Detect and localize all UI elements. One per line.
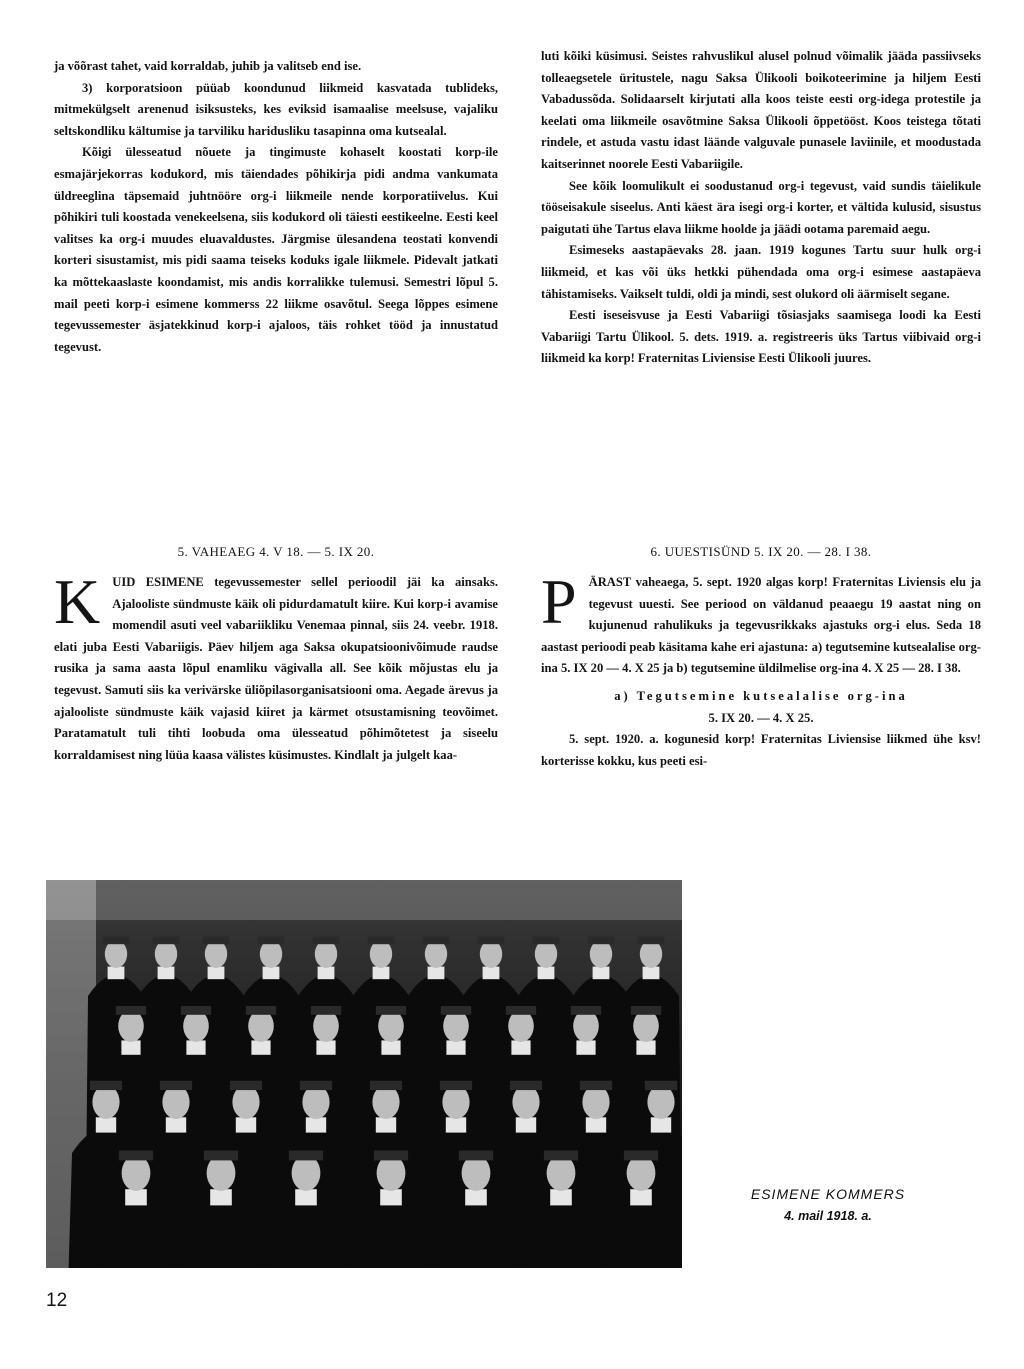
left-column-top — [54, 56, 498, 358]
person-face — [377, 1155, 406, 1191]
person-cap — [571, 1006, 601, 1015]
person-collar — [516, 1117, 536, 1132]
person-collar — [373, 967, 390, 980]
person-face — [640, 940, 662, 968]
person-face — [590, 940, 612, 968]
section-6-body — [541, 566, 981, 772]
person-cap — [506, 1006, 536, 1015]
person-collar — [108, 967, 125, 980]
person-collar — [316, 1040, 335, 1054]
person-face — [535, 940, 557, 968]
person-face — [627, 1155, 656, 1191]
person-collar — [630, 1189, 652, 1205]
paragraph: ja võõrast tahet, vaid korraldab, juhib ja valitseb end ise. — [54, 59, 362, 73]
person-face — [205, 940, 227, 968]
person-face — [370, 940, 392, 968]
person-collar — [166, 1117, 186, 1132]
person-cap — [204, 1151, 238, 1161]
person-cap — [544, 1151, 578, 1161]
person-cap — [289, 1151, 323, 1161]
person-collar — [586, 1117, 606, 1132]
person-collar — [446, 1117, 466, 1132]
person-face — [547, 1155, 576, 1191]
section-5-body — [54, 566, 498, 766]
person-face — [260, 940, 282, 968]
person-face — [155, 940, 177, 968]
person-collar — [306, 1117, 326, 1132]
paragraph: luti kõiki küsimusi. Seistes rahvuslikul alusel polnud võimalik jääda passiivseks tolleaegsetele üritustele, nagu Saksa Ülikooli boikoteerimine ja hiljem Eesti Vabadussõda. Solidaarselt kirjutati alla koos teiste eesti org-idega protestile ja keelati oma liikmeile osavõtmine Saksa Ülikooli õppetööst. Koos teistega tõtati rindele, et astuda vastu idast läände valguvale punasele laviinile, et moodustada kaitserinnet noorele Eesti Vabariigile. — [541, 49, 981, 171]
person-cap — [368, 937, 395, 945]
person-cap — [423, 937, 450, 945]
drop-cap: K — [54, 566, 101, 637]
paragraph-text: UID ESIMENE tegevussemester sellel perioodil jäi ka ainsaks. Ajalooliste sündmuste käik oli pidurdamatult kiire. Kui korp-i avamise momendil asuti veel vabariikliku Venemaa pinnal, siis 24. veebr. 1918. elati juba Eesti Vabariigis. Päev hiljem aga Saksa okupatsioonivõimude raudse rusika ja sama aasta lõpul enamliku vägivalla all. See kõik mõjustas elu ja tegevust. Samuti siis ka verivärske üliõpilasorganisatsiooni oma. Aegade ärevus ja ajalooliste sündmuste käik vajasid kiiret ja kärmet otsustamisning teovõimet. Paratamatult tuli tihti loobuda oma ülesseatud põhimõtetest ja siseelu korraldamisest ning lüüa kaasa välistes küsimustes. Kindlalt ja julgelt kaa- — [54, 575, 498, 762]
person-cap — [580, 1081, 612, 1090]
right-column-top — [541, 46, 981, 370]
person-collar — [643, 967, 660, 980]
person-collar — [251, 1040, 270, 1054]
paragraph-text: ÄRAST vaheaega, 5. sept. 1920 algas korp! Fraternitas Liviensis elu ja tegevust uuesti. See periood on väldanud peaaegu 19 aastat ning on kujunenud rahulikuks ja tegevusrikkaks ajastuks org-i elus. Seda 18 aastast perioodi peab käsitama kahe eri ajastuna: a) tegutsemine kutsealalise org-ina 5. IX 20 — 4. X 25 ja b) tegutsemine üldilmelise org-ina 4. X 25 — 28. I 38. — [541, 575, 981, 676]
paragraph: Eesti iseseisvuse ja Eesti Vabariigi tõsiasjaks saamisega loodi ka Eesti Vabariigi Tartu Ülikool. 5. dets. 1919. a. registreeris üks Tartus viibivaid org-i liikmeid ka korp! Fraternitas Liviensise Eesti Ülikooli juures. — [541, 308, 981, 366]
person-cap — [203, 937, 230, 945]
person-collar — [208, 967, 225, 980]
person-cap — [631, 1006, 661, 1015]
person-cap — [376, 1006, 406, 1015]
person-face — [315, 940, 337, 968]
person-cap — [645, 1081, 677, 1090]
person-collar — [236, 1117, 256, 1132]
person-collar — [158, 967, 175, 980]
person-face — [207, 1155, 236, 1191]
person-cap — [311, 1006, 341, 1015]
person-cap — [153, 937, 180, 945]
person-collar — [121, 1040, 140, 1054]
person-cap — [246, 1006, 276, 1015]
person-collar — [465, 1189, 487, 1205]
person-collar — [376, 1117, 396, 1132]
person-collar — [511, 1040, 530, 1054]
person-collar — [380, 1189, 402, 1205]
group-photo — [46, 880, 682, 1268]
person-collar — [210, 1189, 232, 1205]
group-photo-image — [46, 880, 682, 1268]
person-collar — [538, 967, 555, 980]
person-cap — [103, 937, 130, 945]
person-collar — [428, 967, 445, 980]
paragraph — [541, 566, 981, 680]
person-collar — [295, 1189, 317, 1205]
person-cap — [313, 937, 340, 945]
person-cap — [440, 1081, 472, 1090]
person-cap — [119, 1151, 153, 1161]
person-face — [292, 1155, 321, 1191]
paragraph — [54, 566, 498, 766]
person-collar — [651, 1117, 671, 1132]
person-collar — [550, 1189, 572, 1205]
page-number: 12 — [46, 1290, 68, 1311]
person-face — [425, 940, 447, 968]
person-cap — [638, 937, 665, 945]
person-collar — [636, 1040, 655, 1054]
person-collar — [186, 1040, 205, 1054]
paragraph: Kõigi ülesseatud nõuete ja tingimuste kohaselt koostati korp-ile esmajärjekorras kodukord, mis täiendades põhikirja pidi andma vankumata üldreeglina täpsemaid juhtnööre org-i liikmeile nende korporatiivelus. Kui põhikiri tuli koostada venekeelsena, siis kodukord oli täiesti eestikeelne. Eesti keel valitses ka org-i muudes eluavaldustes. Järgmise ülesandena teostati konvendi korteri sisustamist, mis pidi saama teiseks koduks igale liikmele. Pidevalt jatkati ka mõttekaaslaste koondamist, mis andis korralikke tulemusi. Semestri lõpul 5. mail peeti korp-i esimene kommerss 22 liikme osavõtul. Seega lõppes esimene tegevussemester äsjatekkinud korp-i ajaloos, täis rohket tööd ja innustatud tegevust. — [54, 145, 498, 354]
person-cap — [300, 1081, 332, 1090]
person-cap — [588, 937, 615, 945]
person-cap — [478, 937, 505, 945]
person-face — [105, 940, 127, 968]
subsection-title: a) Tegutsemine kutsealalise org-ina — [614, 688, 908, 703]
section-5-heading: 5. VAHEAEG 4. V 18. — 5. IX 20. — [177, 544, 375, 559]
drop-cap: P — [541, 566, 577, 637]
subsection-dates: 5. IX 20. — 4. X 25. — [708, 710, 814, 725]
person-cap — [116, 1006, 146, 1015]
person-collar — [381, 1040, 400, 1054]
photo-caption — [718, 1183, 938, 1227]
person-face — [462, 1155, 491, 1191]
person-cap — [510, 1081, 542, 1090]
person-face — [480, 940, 502, 968]
person-cap — [181, 1006, 211, 1015]
person-collar — [96, 1117, 116, 1132]
subsection-heading — [541, 686, 981, 729]
person-cap — [441, 1006, 471, 1015]
person-cap — [258, 937, 285, 945]
paragraph: Esimeseks aastapäevaks 28. jaan. 1919 kogunes Tartu suur hulk org-i liikmeid, et kas või üks hetkki pühendada oma org-i esimese aastapäeva tähistamiseks. Vaikselt tuldi, oldi ja mindi, sest olukord oli äärmiselt segane. — [541, 243, 981, 301]
person-collar — [576, 1040, 595, 1054]
person-collar — [318, 967, 335, 980]
person-cap — [459, 1151, 493, 1161]
person-collar — [263, 967, 280, 980]
person-cap — [160, 1081, 192, 1090]
person-cap — [624, 1151, 658, 1161]
person-cap — [230, 1081, 262, 1090]
person-collar — [125, 1189, 147, 1205]
person-cap — [374, 1151, 408, 1161]
person-cap — [533, 937, 560, 945]
person-collar — [446, 1040, 465, 1054]
person-collar — [593, 967, 610, 980]
person-collar — [483, 967, 500, 980]
person-cap — [370, 1081, 402, 1090]
caption-title: ESIMENE KOMMERS — [750, 1186, 906, 1202]
paragraph: 3) korporatsioon püüab koondunud liikmeid kasvatada tublideks, mitmekülgselt arenenud isiksusteks, kes eviksid isamaalise meelsuse, vajaliku seltskondliku kältumise ja tarviliku haridusliku tasapinna oma kutsealal. — [54, 80, 498, 138]
caption-date: 4. mail 1918. a. — [784, 1209, 872, 1223]
person-cap — [90, 1081, 122, 1090]
paragraph: See kõik loomulikult ei soodustanud org-i tegevust, vaid sundis täielikule tööseisakule siseelus. Anti käest ära isegi org-i korter, et vältida kulusid, sisustus paigutati ühe Tartus elava liikme hoolde ja jäädi ootama paremaid aegu. — [541, 178, 981, 236]
person-face — [122, 1155, 151, 1191]
paragraph: 5. sept. 1920. a. kogunesid korp! Fraternitas Liviensise liikmed ühe ksv! korterisse kokku, kus peeti esi- — [541, 732, 981, 768]
section-6-heading: 6. UUESTISÜND 5. IX 20. — 28. I 38. — [650, 544, 872, 559]
